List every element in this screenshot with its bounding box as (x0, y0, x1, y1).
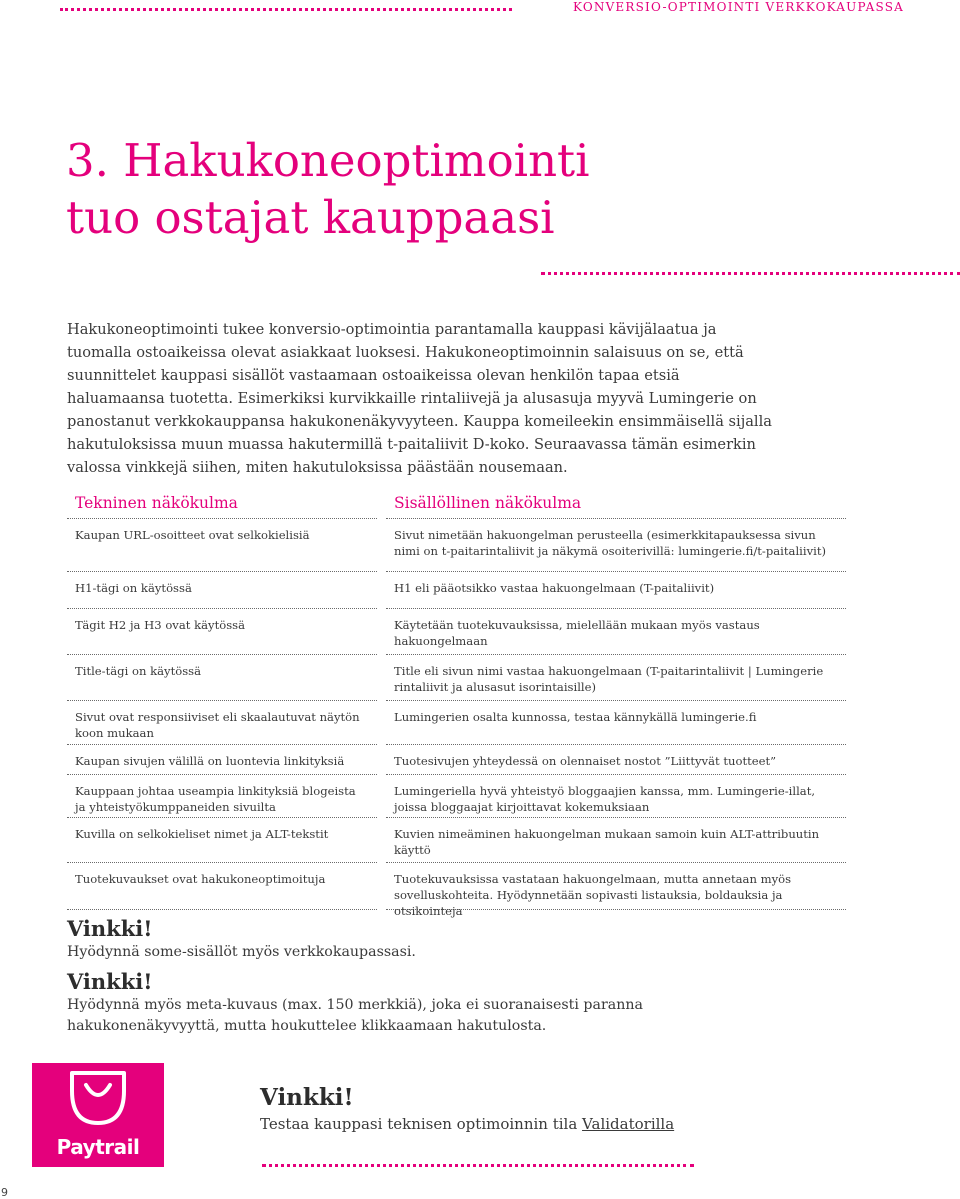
table-cell-left: Sivut ovat responsiiviset eli skaalautuvat näytön koon mukaan (67, 701, 377, 745)
header-dotted-rule (60, 8, 512, 11)
tip-heading: Vinkki! (67, 969, 153, 994)
table-cell-right: Tuotesivujen yhteydessä on olennaiset nostot ”Liittyvät tuotteet” (386, 745, 846, 775)
table-cell-right: Käytetään tuotekuvauksissa, mielellään mukaan myös vastaus hakuongelmaan (386, 609, 846, 655)
table-cell-left: H1-tägi on käytössä (67, 572, 377, 609)
page-number: 9 (1, 1186, 8, 1199)
header-label: KONVERSIO-OPTIMOINTI VERKKOKAUPASSA (572, 0, 904, 14)
paytrail-logo (32, 1063, 164, 1167)
tips-section (67, 916, 687, 1043)
title-dotted-rule (541, 272, 960, 275)
shopping-bag-icon (62, 1069, 134, 1133)
bottom-dotted-rule (262, 1164, 694, 1167)
table-cell-left: Kaupan sivujen välillä on luontevia linkityksiä (67, 745, 377, 775)
tip-text-body: Testaa kauppasi teknisen optimoinnin tila (260, 1115, 583, 1133)
table-cell-left: Kuvilla on selkokieliset nimet ja ALT-tekstit (67, 818, 377, 863)
page-title-line2: tuo ostajat kauppaasi (66, 191, 555, 244)
table-cell-right: H1 eli pääotsikko vastaa hakuongelmaan (T-paitaliivit) (386, 572, 846, 609)
table-cell-left: Kauppaan johtaa useampia linkityksiä blogeista ja yhteistyökumppaneiden sivuilta (67, 775, 377, 818)
logo-text: Paytrail (56, 1135, 140, 1159)
tip-text: Hyödynnä some-sisällöt myös verkkokaupassasi. (67, 944, 416, 960)
table-cell-left: Tuotekuvaukset ovat hakukoneoptimoituja (67, 863, 377, 910)
table-cell-right: Lumingerien osalta kunnossa, testaa kännykällä lumingerie.fi (386, 701, 846, 745)
validator-tip (260, 1083, 780, 1141)
validator-link[interactable]: Validatorilla (582, 1115, 675, 1133)
tip-text (260, 1113, 780, 1135)
table-cell-right: Title eli sivun nimi vastaa hakuongelmaan (T-paitarintaliivit | Lumingerie rintaliivit ja alusasut isorintaisille) (386, 655, 846, 701)
content-column-header: Sisällöllinen näkökulma (386, 490, 846, 519)
technical-column (67, 490, 377, 910)
technical-column-header: Tekninen näkökulma (67, 490, 377, 519)
tip-heading: Vinkki! (260, 1084, 354, 1111)
tip-heading: Vinkki! (67, 916, 153, 941)
table-cell-right: Lumingeriella hyvä yhteistyö bloggaajien kanssa, mm. Lumingerie-illat, joissa bloggaajat kirjoittavat kokemuksiaan (386, 775, 846, 818)
table-cell-left: Kaupan URL-osoitteet ovat selkokielisiä (67, 519, 377, 572)
content-column (386, 490, 846, 918)
table-cell-right: Kuvien nimeäminen hakuongelman mukaan samoin kuin ALT-attribuutin käyttö (386, 818, 846, 863)
table-cell-left: Title-tägi on käytössä (67, 655, 377, 701)
table-cell-right: Tuotekuvauksissa vastataan hakuongelmaan, mutta annetaan myös sovelluskohteita. Hyödynnetään sopivasti listauksia, boldauksia ja otsikointeja (386, 863, 846, 910)
page-title-line1: 3. Hakukoneoptimointi (66, 134, 590, 187)
intro-paragraph: Hakukoneoptimointi tukee konversio-optimointia parantamalla kauppasi kävijälaatua ja tuomalla ostoaikeissa olevat asiakkaat luoksesi. Hakukoneoptimoinnin salaisuus on se, että suunnittelet kauppasi sisällöt vastaamaan ostoaikeissa olevan henkilön tapaa etsiä haluamaansa tuotetta. Esimerkiksi kurvikkaille rintaliivejä ja alusasuja myyvä Lumingerie on panostanut verkkokauppansa hakukonenäkyvyyteen. Kauppa komeileekin ensimmäisellä sijalla hakutuloksissa muun muassa hakutermillä t-paitaliivit D-koko. Seuraavassa tämän esimerkin valossa vinkkejä siihen, miten hakutuloksissa päästään nousemaan. (67, 321, 772, 476)
table-cell-left: Tägit H2 ja H3 ovat käytössä (67, 609, 377, 655)
tip-text: Hyödynnä myös meta-kuvaus (max. 150 merkkiä), joka ei suoranaisesti paranna hakukonenäkyvyyttä, mutta houkuttelee klikkaamaan hakutulosta. (67, 997, 643, 1034)
page-title (66, 132, 590, 246)
table-cell-right: Sivut nimetään hakuongelman perusteella (esimerkkitapauksessa sivun nimi on t-paitarintaliivit ja näkymä osoiterivillä: lumingerie.fi/t-paitaliivit) (386, 519, 846, 572)
